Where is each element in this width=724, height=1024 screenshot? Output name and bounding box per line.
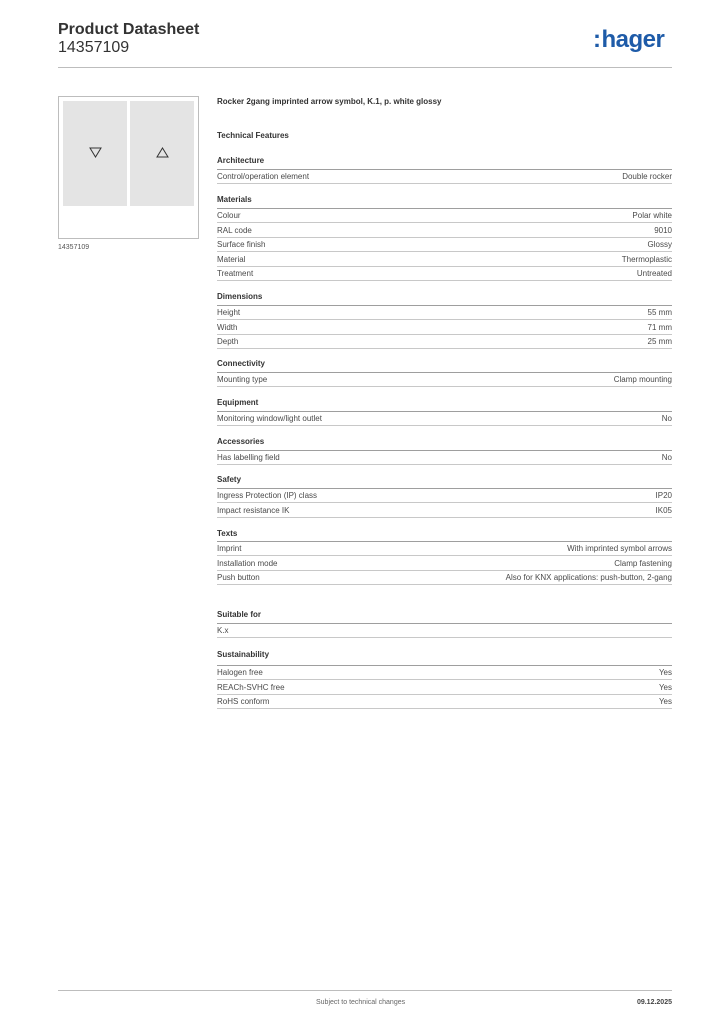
section-heading: Technical Features [217,131,289,140]
group-heading: Dimensions [217,292,263,301]
page-title: Product Datasheet [58,21,200,38]
spec-label: Installation mode [217,558,278,568]
spec-label: Monitoring window/light outlet [217,414,322,423]
spec-value: No [661,453,672,462]
group-heading: Texts [217,529,238,538]
product-title: Rocker 2gang imprinted arrow symbol, K.1, p. white glossy [217,97,442,106]
spec-value: 25 mm [647,337,672,346]
row-divider [217,386,672,387]
spec-value: Clamp mounting [613,375,672,384]
spec-label: Treatment [217,269,254,278]
spec-row [217,170,672,184]
spec-value: Also for KNX applications: push-button, 2-gang [505,573,672,582]
spec-row [217,489,672,503]
spec-label: Depth [217,337,239,346]
spec-label: Colour [217,211,241,220]
group-heading: Safety [217,475,242,484]
spec-label: Push button [217,573,260,582]
logo-text: hager [601,26,665,53]
spec-row [217,321,672,335]
rocker-right [130,101,194,206]
spec-value: Yes [658,682,672,692]
spec-label: Control/operation element [217,172,310,181]
group-heading: Materials [217,195,252,204]
spec-label: Mounting type [217,375,268,384]
spec-row [217,504,672,518]
row-divider [217,584,672,585]
row-divider [217,637,672,638]
spec-label: Width [217,322,238,332]
arrow-up-icon [156,147,169,158]
spec-value: 71 mm [647,322,672,332]
row-divider [217,708,672,709]
spec-row [217,209,672,223]
spec-row [217,451,672,465]
product-image-caption: 14357109 [58,244,90,251]
spec-value: No [661,414,672,423]
row-divider [217,348,672,349]
spec-value: With imprinted symbol arrows [567,544,672,553]
spec-row [217,373,672,387]
spec-row [217,557,672,571]
footer-note: Subject to technical changes [316,999,406,1006]
spec-label: Has labelling field [217,453,280,462]
spec-row [217,695,672,709]
product-image [58,96,199,239]
spec-label: K.x [217,626,229,635]
row-divider [217,464,672,465]
spec-value: Yes [658,668,672,677]
spec-row [217,681,672,695]
product-number: 14357109 [58,39,130,56]
spec-row [217,224,672,238]
spec-row [217,238,672,252]
group-heading: Equipment [217,398,259,407]
logo-colon-icon: : [593,26,601,53]
spec-row [217,335,672,349]
spec-row [217,624,672,638]
spec-label: Height [217,308,241,317]
rocker-left [63,101,127,206]
spec-value: 55 mm [647,308,672,317]
row-divider [217,183,672,184]
spec-label: RAL code [217,225,252,235]
spec-value: IP20 [655,491,672,500]
row-divider [217,425,672,426]
group-heading: Sustainability [217,650,270,659]
header-divider [58,67,672,68]
spec-row [217,267,672,281]
spec-value: Untreated [636,269,672,278]
row-divider [217,517,672,518]
spec-row [217,542,672,556]
hager-logo [593,28,664,52]
group-heading: Connectivity [217,359,266,368]
group-heading: Architecture [217,156,265,165]
spec-value: Polar white [632,211,672,220]
spec-label: RoHS conform [217,697,270,706]
spec-label: Surface finish [217,240,266,249]
spec-label: Ingress Protection (IP) class [217,491,318,500]
spec-label: Impact resistance IK [217,505,290,515]
spec-value: Thermoplastic [621,254,672,264]
spec-value: IK05 [655,505,672,515]
footer-date: 09.12.2025 [636,999,672,1006]
spec-value: 9010 [654,225,672,235]
spec-row [217,412,672,426]
spec-row [217,306,672,320]
spec-value: Clamp fastening [614,558,672,568]
group-heading: Suitable for [217,610,262,619]
arrow-down-icon [89,147,102,158]
spec-label: Imprint [217,544,242,553]
spec-value: Double rocker [622,172,672,181]
group-heading: Accessories [217,437,265,446]
spec-row [217,571,672,585]
spec-row [217,253,672,267]
spec-label: Material [217,254,246,264]
spec-label: REACh-SVHC free [217,682,285,692]
spec-value: Glossy [647,240,672,249]
footer-divider [58,990,672,991]
row-divider [217,280,672,281]
spec-row [217,666,672,680]
spec-value: Yes [658,697,672,706]
spec-label: Halogen free [217,668,263,677]
